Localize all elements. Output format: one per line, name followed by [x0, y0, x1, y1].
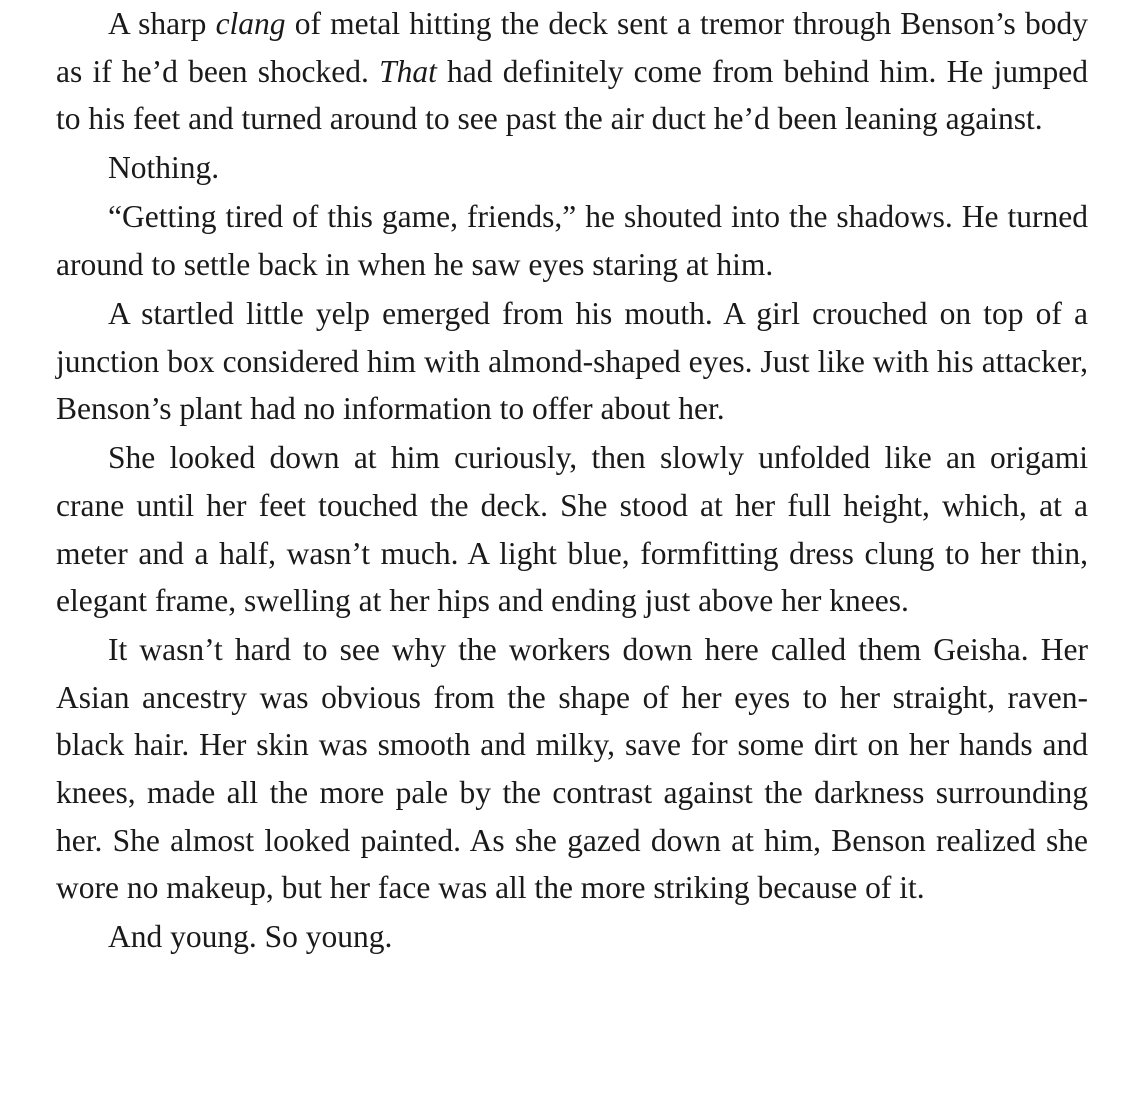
text-run: had definitely come from behind him. He jumped to his feet and turned around to see past the air duct he’d been leaning against.	[56, 53, 1088, 137]
text-run: A sharp	[108, 6, 216, 41]
paragraph	[56, 434, 1088, 624]
text-run: of metal hitting the deck sent a tremor through Benson’s body as if he’d been shocked.	[56, 6, 1088, 89]
paragraph	[56, 913, 1088, 961]
paragraph	[56, 0, 1088, 143]
paragraph	[56, 193, 1088, 288]
italic-text-run: clang	[215, 6, 286, 41]
book-page	[56, 0, 1088, 961]
italic-text-run: That	[379, 53, 437, 89]
text-run: Nothing.	[108, 150, 220, 186]
text-run: A startled little yelp emerged from his mouth. A girl crouched on top of a junction box considered him with almond-shaped eyes. Just like with his attacker, Benson’s plant had no information to offer about her.	[56, 296, 1088, 427]
paragraph	[56, 290, 1088, 433]
text-run: “Getting tired of this game, friends,” he shouted into the shadows. He turned around to settle back in when he saw eyes staring at him.	[56, 199, 1088, 282]
text-run: She looked down at him curiously, then slowly unfolded like an origami crane until her feet touched the deck. She stood at her full height, which, at a meter and a half, wasn’t much. A light blue, formfitting dress clung to her thin, elegant frame, swelling at her hips and ending just above her knees.	[56, 440, 1088, 619]
paragraph	[56, 626, 1088, 912]
text-run: And young. So young.	[108, 919, 393, 955]
text-run: It wasn’t hard to see why the workers down here called them Geisha. Her Asian ancestry was obvious from the shape of her eyes to her straight, raven-black hair. Her skin was smooth and milky, save for some dirt on her hands and knees, made all the more pale by the contrast against the darkness surrounding her. She almost looked painted. As she gazed down at him, Benson realized she wore no makeup, but her face was all the more striking because of it.	[56, 632, 1088, 906]
paragraph	[56, 144, 1088, 192]
